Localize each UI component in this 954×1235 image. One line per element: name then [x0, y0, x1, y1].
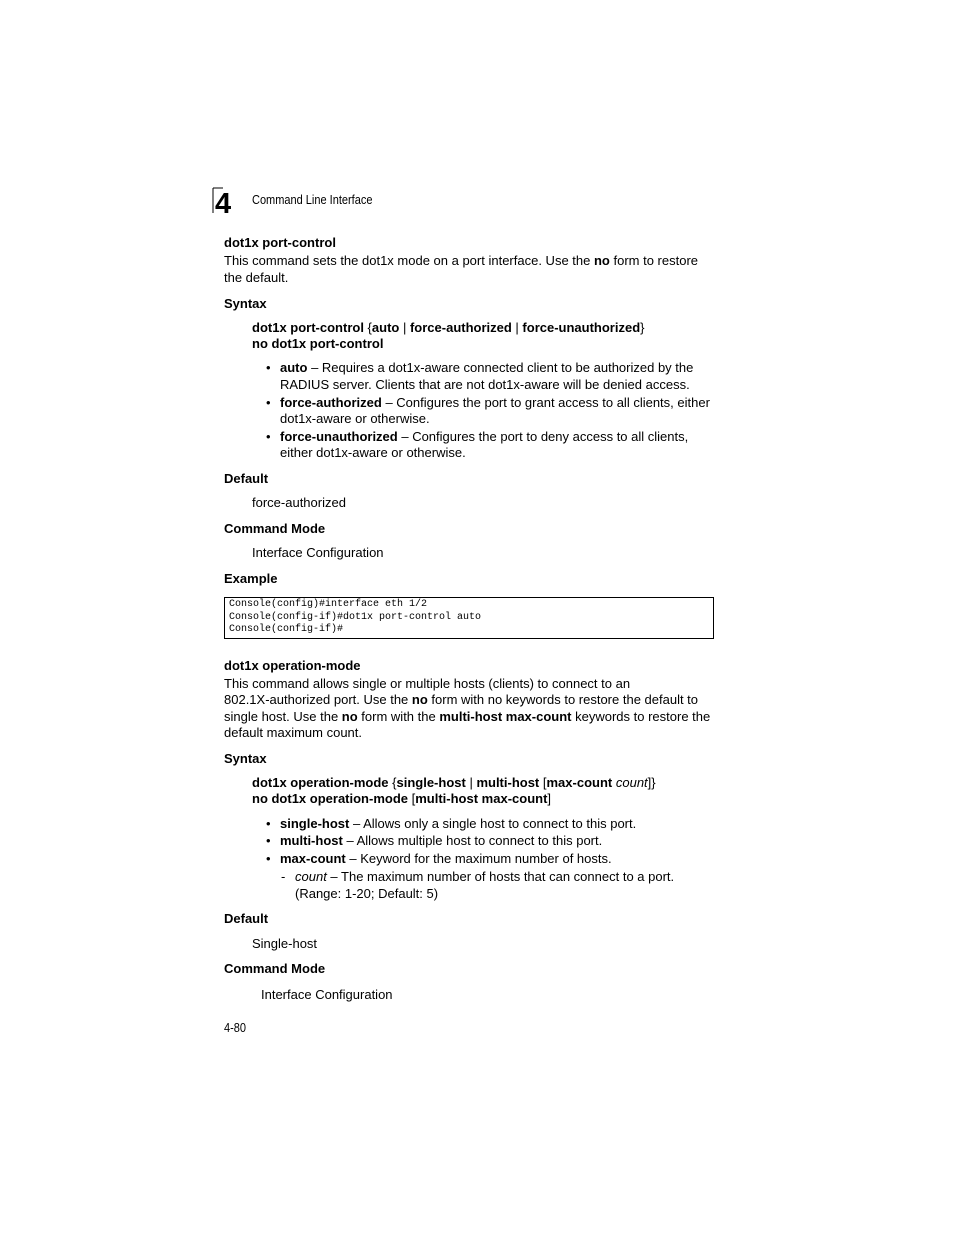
syntax-heading: Syntax — [224, 296, 267, 311]
description-line: This command sets the dot1x mode on a port interface. Use the no form to restore — [224, 253, 698, 268]
page-number: 4-80 — [224, 1021, 247, 1035]
syntax-line: dot1x operation-mode {single-host | multi-host [max-count count]} — [252, 775, 656, 790]
description-line: single host. Use the no form with the multi-host max-count keywords to restore the — [224, 709, 711, 724]
bullet-icon: • — [266, 833, 271, 848]
list-item: max-count – Keyword for the maximum number of hosts. — [280, 851, 612, 866]
description-line: 802.1X-authorized port. Use the no form with no keywords to restore the default to — [224, 692, 699, 707]
running-header: Command Line Interface — [252, 193, 373, 207]
command-mode-heading: Command Mode — [224, 961, 326, 976]
command-mode-heading: Command Mode — [224, 521, 326, 536]
bullet-icon: • — [266, 429, 271, 444]
command-mode-value: Interface Configuration — [261, 987, 393, 1002]
list-item-continued: either dot1x-aware or otherwise. — [280, 445, 466, 460]
default-heading: Default — [224, 471, 269, 486]
default-value: Single-host — [252, 936, 318, 951]
default-heading: Default — [224, 911, 269, 926]
list-item-continued: RADIUS server. Clients that are not dot1x-aware will be denied access. — [280, 377, 690, 392]
code-line: Console(config-if)#dot1x port-control auto — [229, 611, 482, 623]
chapter-number: 4 — [215, 188, 232, 215]
sub-item-dash: - — [281, 869, 286, 884]
syntax-line: dot1x port-control {auto | force-authorized | force-unauthorized} — [252, 320, 645, 335]
description-line: This command allows single or multiple hosts (clients) to connect to an — [224, 676, 631, 691]
list-item-continued: dot1x-aware or otherwise. — [280, 411, 430, 426]
example-heading: Example — [224, 571, 278, 586]
code-example — [224, 597, 714, 639]
syntax-line: no dot1x port-control — [252, 336, 384, 351]
bullet-icon: • — [266, 816, 271, 831]
bullet-icon: • — [266, 360, 271, 375]
bullet-icon: • — [266, 395, 271, 410]
list-item: single-host – Allows only a single host to connect to this port. — [280, 816, 637, 831]
default-value: force-authorized — [252, 495, 346, 510]
list-item: auto – Requires a dot1x-aware connected client to be authorized by the — [280, 360, 694, 375]
command-mode-value: Interface Configuration — [252, 545, 384, 560]
description-line: the default. — [224, 270, 289, 285]
sub-item: count – The maximum number of hosts that can connect to a port. — [295, 869, 675, 884]
syntax-line: no dot1x operation-mode [multi-host max-count] — [252, 791, 552, 806]
syntax-heading: Syntax — [224, 751, 267, 766]
list-item: force-authorized – Configures the port to grant access to all clients, either — [280, 395, 710, 410]
bullet-icon: • — [266, 851, 271, 866]
section-title: dot1x operation-mode — [224, 658, 361, 673]
section-title: dot1x port-control — [224, 235, 336, 250]
code-line: Console(config-if)# — [229, 624, 344, 635]
chapter-number-icon — [212, 187, 238, 213]
list-item: multi-host – Allows multiple host to connect to this port. — [280, 833, 603, 848]
sub-item-continued: (Range: 1-20; Default: 5) — [295, 886, 439, 901]
description-line: default maximum count. — [224, 725, 363, 740]
list-item: force-unauthorized – Configures the port to deny access to all clients, — [280, 429, 689, 444]
code-line: Console(config)#interface eth 1/2 — [229, 599, 428, 610]
